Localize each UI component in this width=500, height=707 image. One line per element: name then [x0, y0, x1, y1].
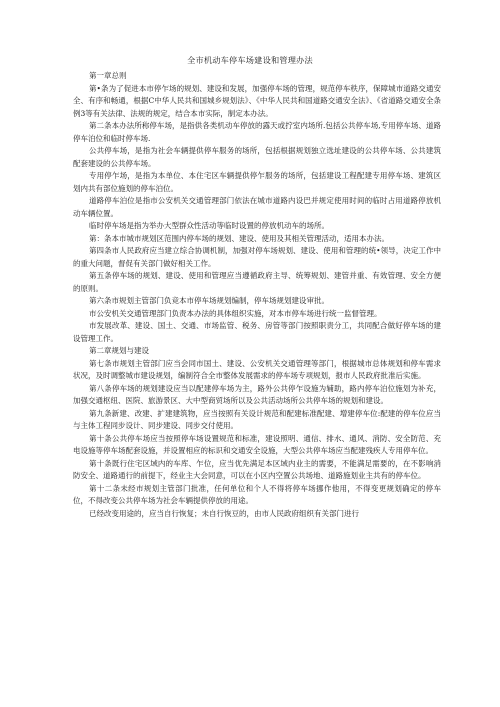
- article-paragraph: 第八条停车场的规划建设应当以配建停车场为主，路外公共停乍设施为辅助，路内停车泊位施划为补充，加强交通枢纽、医院、旅游景区、大中型商贸场所以及公共活动场所公共停车场的规划和建设。: [73, 383, 441, 405]
- article-paragraph: 专用停乍场，是指为本单位、本住宅区车辆提供停乍服务的场所，包括建设工程配建专用停车场、建筑区划内共有部位施划的停车泊位。: [73, 171, 441, 193]
- article-paragraph: 道路停车泊位是指市公安机关交通管理部门依法在城市道路内设巴并规定使用时间的临时占用道路停放机动车辆位置。: [73, 196, 441, 218]
- document-body: [73, 70, 441, 520]
- article-paragraph: 第四条市人民政府应当建立综合协调机制，加强对停车场规划、建设、使用和管理的统•领导，决定工作中的重大问题，督促有关部门做好相关工作。: [73, 246, 441, 268]
- document-title: 全市机动车停车场建设和管理办法: [187, 55, 313, 65]
- article-paragraph: 市发展改革、建设、国土、交通、市场监管、税务、房管等部门按照职责分工，共同配合做好停车场的建设管理工作。: [73, 321, 441, 343]
- chapter-heading: 第一章总则: [89, 71, 127, 80]
- article-paragraph: 第•条为了促进本市停乍场的规划、建设和发展，加强停车场的管理，规范停车秩序，保障城市道路交通安全、有序和畅通，根据C中华人民共和国城乡规划法》、《中华人民共和国道路交通安全法》、《省道路交通安全条例3等有关法律、法规的规定，结合本市实际，制定本办法。: [73, 83, 441, 118]
- article-paragraph: 公共停车场，是指为社会车辆提供停车服务的场所，包括根据规划独立选址建设的公共停车场、公共建筑配套建设的公共停车场。: [73, 146, 441, 168]
- article-paragraph: 第六条市规划主管部门负竞本市停车场规划编制，停车场规划建设审批。: [89, 296, 329, 305]
- article-paragraph: 第十二条未经市规划主管部门批准，任何单位和个人不得将停车场挪作他用，不得变更规划确定的停车位，不得改变公共停车场为社会车辆提供停放的用途。: [73, 483, 441, 505]
- article-paragraph: 已经改变用途的，应当自行恢复；未自行恢豆的，由市人民政府组织有关部门进行: [89, 508, 359, 518]
- article-paragraph: 第九条新建、改建、扩建建筑物，应当按照有关设计规范和配建标准配建、增建停车位:配建的停车位应当与主体工程同步设计、同步建设、同步交付使用。: [73, 408, 441, 430]
- article-paragraph: 第五条停车场的规划、建设、使用和管理应当遵循政府主导、统筹规划、建管并重、有效管理、安全方便的原则。: [73, 271, 441, 293]
- article-paragraph: 第十条既行住宅区域内的车库、乍位，应当优先满足本区域内业主的需要，不能满足需要的，在不影响消防安全、道路通行的前提下，经业主大会同意，可以在小区内空置公共场地、道路施划业主共有的停车位。: [73, 458, 441, 480]
- article-paragraph: 第十条公共停车场应当按照停车场设置规范和标准，建设照明、通信、排水、通风、消防、安全防范、充电设施等停车场配套设施，并设置相应的标识和交通安全设施，大型公共停车场应当配建残疾人专用停车位。: [73, 433, 441, 455]
- article-paragraph: 临时停车场是指为举办大型群众性活动等临时设置的停放机动车的场所。: [89, 221, 329, 230]
- chapter-heading: 第二章规划与建设: [89, 346, 149, 355]
- article-paragraph: 第二条本办法所称停车场，是指供各类机动车停放的露天或拧室内场所.包括公共停车场,专用停车场、道路停车泊位和临时停车场.: [73, 121, 441, 143]
- article-paragraph: 市公安机关交通管理部门负责本办法的具体组织实施，对本市停车场进行统一监督管理。: [89, 308, 382, 318]
- article-paragraph: 第七条市规划主管部门应当会同市国土、建设、公安机关交通管理等部门，根据城市总体规划和停车需求状况，及时调整城市建设规划，编制符合全市整体发展需求的停车场专项规划，报市人民政府批准后实施。: [73, 358, 441, 380]
- article-paragraph: 第：条本市城市规划区范围内停车场的规划、建设、使用及其相关管理活动，适用本办法。: [89, 233, 389, 243]
